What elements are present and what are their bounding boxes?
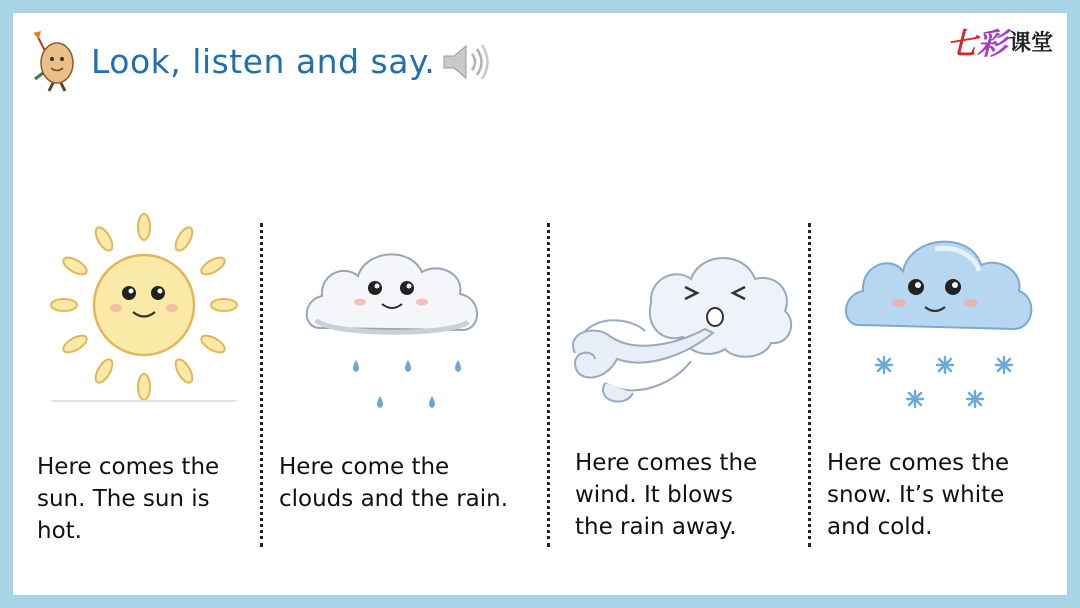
brand-text: 课堂 <box>1008 30 1053 56</box>
snow-cloud-icon <box>839 225 1035 415</box>
panel-divider <box>547 223 550 547</box>
page-title: Look, listen and say. <box>91 41 436 81</box>
egg-character-icon <box>29 29 83 93</box>
speaker-icon[interactable] <box>438 41 494 83</box>
panel-caption-wind: Here comes the wind. It blows the rain away. <box>575 450 758 540</box>
panel-caption-sun: Here comes the sun. The sun is hot. <box>37 454 220 544</box>
panel-caption-snow: Here comes the snow. It’s white and cold. <box>827 450 1010 540</box>
panel-divider <box>260 223 263 547</box>
slide <box>13 13 1067 595</box>
sun-icon <box>49 211 239 403</box>
panel-divider <box>808 223 811 547</box>
brand-char-1: 七 <box>946 27 977 62</box>
header <box>29 31 435 91</box>
brand-logo <box>947 19 1053 63</box>
rain-cloud-icon <box>300 238 486 420</box>
wind-cloud-icon <box>565 233 797 413</box>
panel-caption-rain: Here come the clouds and the rain. <box>279 454 509 512</box>
brand-char-2: 彩 <box>976 27 1007 62</box>
